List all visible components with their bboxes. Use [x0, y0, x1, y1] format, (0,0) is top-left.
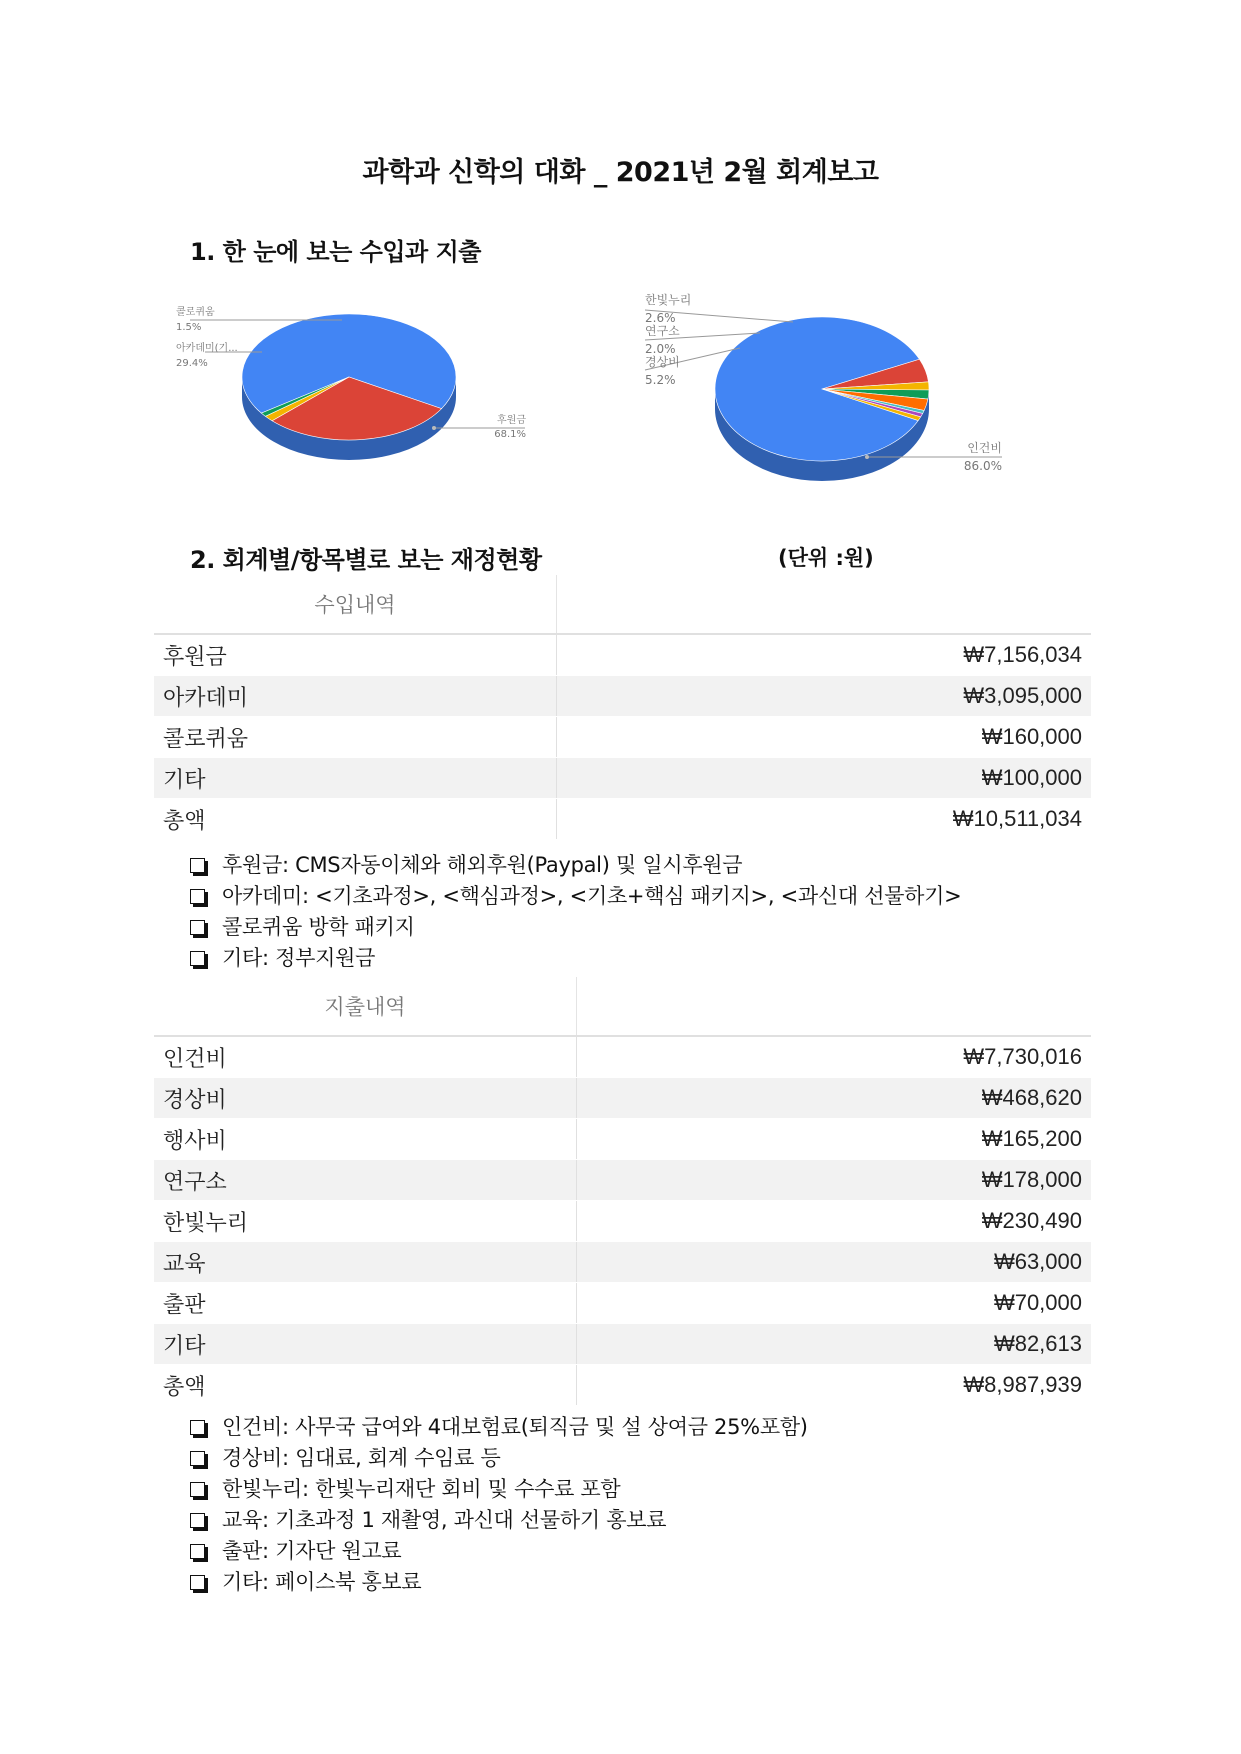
checkbox-bullet-icon	[190, 951, 205, 966]
slice-label: 연구소	[645, 324, 680, 338]
section1-heading: 1. 한 눈에 보는 수입과 지출	[190, 238, 481, 266]
row-amount: ₩178,000	[577, 1160, 1092, 1201]
list-item	[190, 1443, 808, 1474]
slice-percent: 86.0%	[963, 459, 1002, 473]
pie-charts	[0, 0, 1241, 560]
income-pie-chart	[242, 314, 456, 460]
table-row	[154, 717, 1091, 758]
list-item	[190, 881, 961, 912]
section2-heading: 2. 회계별/항목별로 보는 재정현황	[190, 546, 542, 574]
row-label: 아카데미	[154, 676, 557, 717]
row-amount: ₩82,613	[577, 1324, 1092, 1365]
row-label: 연구소	[154, 1160, 577, 1201]
checkbox-bullet-icon	[190, 858, 205, 873]
row-amount: ₩7,156,034	[557, 634, 1092, 676]
row-amount: ₩230,490	[577, 1201, 1092, 1242]
table-row	[154, 1078, 1091, 1119]
row-amount: ₩70,000	[577, 1283, 1092, 1324]
list-item	[190, 1536, 808, 1567]
table-row	[154, 1036, 1091, 1078]
note-text: 기타: 페이스북 홍보료	[222, 1570, 422, 1594]
table-row	[154, 799, 1091, 840]
row-label: 기타	[154, 1324, 577, 1365]
row-label: 콜로퀴움	[154, 717, 557, 758]
expense-pie-chart	[715, 317, 929, 481]
row-amount: ₩3,095,000	[557, 676, 1092, 717]
row-label: 기타	[154, 758, 557, 799]
expense-header: 지출내역	[154, 977, 577, 1036]
row-amount: ₩7,730,016	[577, 1036, 1092, 1078]
slice-percent: 2.0%	[645, 342, 676, 356]
slice-label: 경상비	[645, 355, 680, 369]
row-amount: ₩63,000	[577, 1242, 1092, 1283]
income-table	[154, 575, 1091, 840]
expense-table	[154, 977, 1091, 1406]
row-amount: ₩100,000	[557, 758, 1092, 799]
checkbox-bullet-icon	[190, 1420, 205, 1435]
table-row	[154, 1242, 1091, 1283]
note-text: 경상비: 임대료, 회계 수임료 등	[222, 1446, 501, 1470]
document-title: 과학과 신학의 대화 _ 2021년 2월 회계보고	[362, 157, 879, 188]
row-label: 경상비	[154, 1078, 577, 1119]
expense-notes	[190, 1412, 808, 1598]
row-amount: ₩8,987,939	[577, 1365, 1092, 1406]
row-label: 총액	[154, 799, 557, 840]
row-amount: ₩468,620	[577, 1078, 1092, 1119]
list-item	[190, 1412, 808, 1443]
slice-percent: 2.6%	[645, 311, 676, 325]
checkbox-bullet-icon	[190, 1575, 205, 1590]
row-label: 출판	[154, 1283, 577, 1324]
slice-percent: 68.1%	[494, 429, 526, 440]
income-notes	[190, 850, 961, 974]
table-row	[154, 1365, 1091, 1406]
slice-percent: 1.5%	[176, 322, 202, 333]
list-item	[190, 1505, 808, 1536]
row-label: 한빛누리	[154, 1201, 577, 1242]
row-amount: ₩10,511,034	[557, 799, 1092, 840]
note-text: 교육: 기초과정 1 재촬영, 과신대 선물하기 홍보료	[222, 1508, 667, 1532]
row-label: 후원금	[154, 634, 557, 676]
note-text: 한빛누리: 한빛누리재단 회비 및 수수료 포함	[222, 1477, 621, 1501]
list-item	[190, 850, 961, 881]
list-item	[190, 1474, 808, 1505]
row-label: 행사비	[154, 1119, 577, 1160]
table-row	[154, 1160, 1091, 1201]
row-amount: ₩165,200	[577, 1119, 1092, 1160]
income-header: 수입내역	[154, 575, 557, 634]
slice-label: 후원금	[497, 415, 526, 426]
slice-label: 인건비	[967, 441, 1002, 455]
list-item	[190, 1567, 808, 1598]
table-row	[154, 676, 1091, 717]
slice-label: 아카데미(기...	[176, 343, 238, 354]
list-item	[190, 943, 961, 974]
table-row	[154, 1324, 1091, 1365]
checkbox-bullet-icon	[190, 1513, 205, 1528]
note-text: 인건비: 사무국 급여와 4대보험료(퇴직금 및 설 상여금 25%포함)	[222, 1415, 808, 1439]
note-text: 기타: 정부지원금	[222, 946, 376, 970]
checkbox-bullet-icon	[190, 1482, 205, 1497]
slice-percent: 5.2%	[645, 373, 676, 387]
slice-percent: 29.4%	[176, 358, 208, 369]
table-row	[154, 1283, 1091, 1324]
row-label: 교육	[154, 1242, 577, 1283]
row-label: 총액	[154, 1365, 577, 1406]
slice-label: 한빛누리	[645, 293, 692, 307]
note-text: 아카데미: <기초과정>, <핵심과정>, <기초+핵심 패키지>, <과신대 선물하기>	[222, 884, 962, 908]
row-amount: ₩160,000	[557, 717, 1092, 758]
checkbox-bullet-icon	[190, 920, 205, 935]
note-text: 출판: 기자단 원고료	[222, 1539, 402, 1563]
table-row	[154, 1201, 1091, 1242]
unit-note: (단위 :원)	[778, 546, 874, 570]
note-text: 콜로퀴움 방학 패키지	[222, 915, 415, 939]
table-row	[154, 758, 1091, 799]
note-text: 후원금: CMS자동이체와 해외후원(Paypal) 및 일시후원금	[222, 853, 743, 877]
row-label: 인건비	[154, 1036, 577, 1078]
list-item	[190, 912, 961, 943]
table-row	[154, 634, 1091, 676]
table-row	[154, 1119, 1091, 1160]
checkbox-bullet-icon	[190, 1451, 205, 1466]
slice-label: 콜로퀴움	[176, 307, 215, 318]
checkbox-bullet-icon	[190, 889, 205, 904]
checkbox-bullet-icon	[190, 1544, 205, 1559]
